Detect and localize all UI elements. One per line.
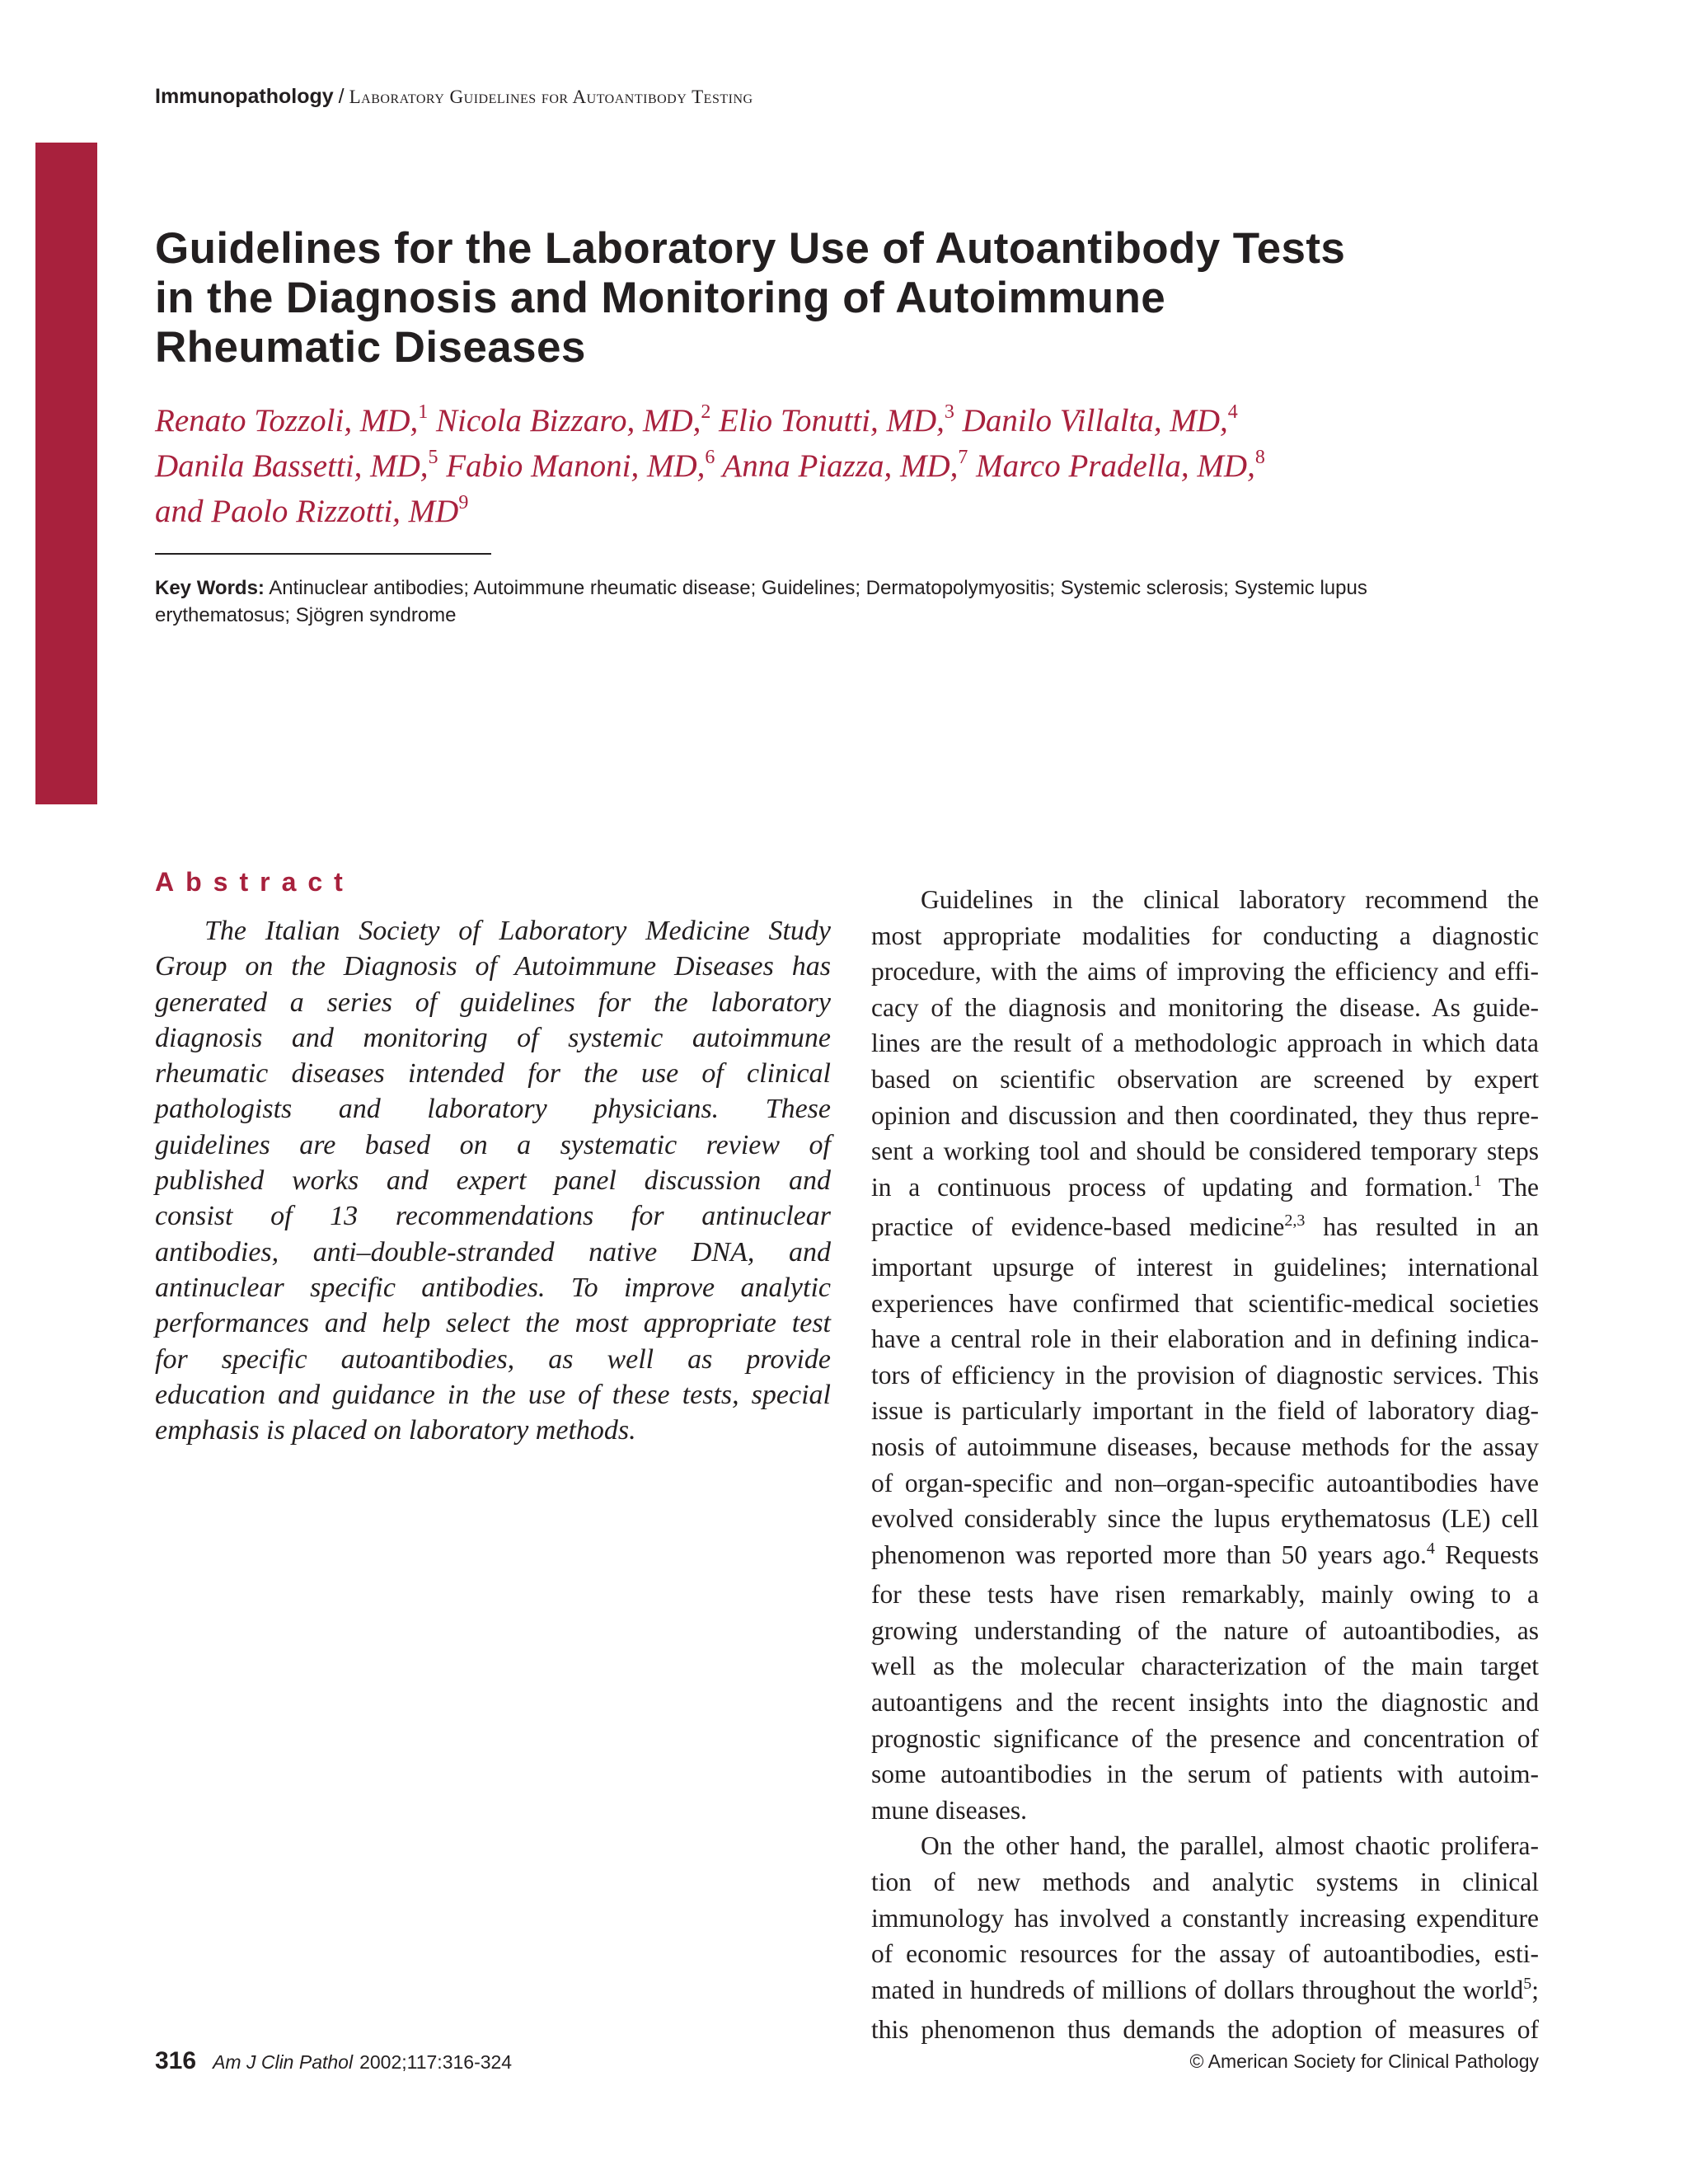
abstract-text [155,913,831,1448]
body-line: procedure, with the aims of improving the efficiency and effi- [871,957,1539,987]
abstract-line: diagnosis and monitoring of systemic autoimmune [155,1022,831,1053]
author-name: Marco Pradella, MD, [968,448,1255,484]
abstract-line: antinuclear specific antibodies. To improve analytic [155,1272,831,1303]
title-line: in the Diagnosis and Monitoring of Autoimmune [155,274,1166,322]
author-name: Danila Bassetti, MD, [155,448,429,484]
citation-info: 2002;117:316-324 [359,2051,513,2073]
author-name: Danilo Villalta, MD, [954,403,1228,438]
body-text-column [871,882,1539,2048]
body-line [871,1209,1539,1249]
keywords-text: Antinuclear antibodies; Autoimmune rheumatic disease; Guidelines; Dermatopolymyositis; Systemic sclerosis; Systemic lupus [264,577,1367,599]
running-head [155,85,753,109]
body-text: in a continuous process of updating and formation. [871,1172,1474,1202]
abstract-line: antibodies, anti–double-stranded native DNA, and [155,1236,831,1268]
body-line: On the other hand, the parallel, almost chaotic prolifera- [921,1831,1539,1861]
body-line: autoantigens and the recent insights into the diagnostic and [871,1688,1539,1718]
body-line: most appropriate modalities for conducting a diagnostic [871,921,1539,950]
body-text: Requests [1434,1540,1540,1569]
abstract-line: education and guidance in the use of these tests, special [155,1379,831,1410]
body-line: prognostic significance of the presence and concentration of [871,1723,1539,1753]
abstract-line: pathologists and laboratory physicians. These [155,1094,831,1125]
abstract-line: rheumatic diseases intended for the use of clinical [155,1058,831,1090]
body-line: nosis of autoimmune diseases, because methods for the assay [871,1432,1539,1461]
body-line: for these tests have risen remarkably, mainly owing to a [871,1580,1539,1610]
reference-mark: 4 [1426,1539,1435,1558]
running-head-separator: / [338,85,345,108]
body-text: ; [1531,1975,1539,2004]
body-line: issue is particularly important in the field of laboratory diag- [871,1396,1539,1426]
decorative-side-bar [35,143,97,804]
body-line: well as the molecular characterization of the main target [871,1652,1539,1681]
author-name: and Paolo Rizzotti, MD [155,494,459,529]
body-text: has resulted in an [1305,1212,1539,1242]
author-line [155,446,1556,491]
keywords [155,574,1556,629]
abstract-line: consist of 13 recommendations for antinuclear [155,1201,831,1232]
affiliation-mark: 6 [705,447,715,468]
body-text: mated in hundreds of millions of dollars throughout the world [871,1975,1524,2004]
affiliation-mark: 9 [458,492,469,513]
author-name: Elio Tonutti, MD, [710,403,945,438]
abstract-line: Group on the Diagnosis of Autoimmune Diseases has [155,951,831,982]
affiliation-mark: 3 [944,401,954,423]
body-line: experiences have confirmed that scientific-medical societies [871,1288,1539,1318]
keywords-line: erythematosus; Sjögren syndrome [155,604,457,626]
affiliation-mark: 8 [1254,447,1265,468]
body-line: opinion and discussion and then coordinated, they thus repre- [871,1100,1539,1130]
reference-mark: 2,3 [1284,1212,1306,1230]
body-line: this phenomenon thus demands the adoption of measures of [871,2015,1539,2045]
body-text: The [1481,1172,1539,1202]
abstract-line: for specific autoantibodies, as well as provide [155,1343,831,1375]
reference-mark: 1 [1473,1171,1482,1190]
abstract-line: emphasis is placed on laboratory methods. [155,1415,636,1446]
body-text: phenomenon was reported more than 50 years ago. [871,1540,1427,1569]
abstract-line: performances and help select the most appropriate test [155,1308,831,1339]
body-line [871,1169,1539,1210]
body-line: tion of new methods and analytic systems in clinical [871,1868,1539,1897]
body-line: mune diseases. [871,1795,1027,1825]
body-line: tors of efficiency in the provision of diagnostic services. This [871,1360,1539,1390]
article-title [155,224,1556,373]
body-text: practice of evidence-based medicine [871,1212,1285,1242]
footer-citation [155,2047,512,2075]
author-name: Nicola Bizzaro, MD, [428,403,701,438]
abstract-line: The Italian Society of Laboratory Medicine Study [204,916,831,946]
affiliation-mark: 2 [701,401,711,423]
body-line: have a central role in their elaboration and in defining indica- [871,1324,1539,1354]
affiliation-mark: 7 [958,447,968,468]
body-line: lines are the result of a methodologic approach in which data [871,1029,1539,1058]
affiliation-mark: 4 [1227,401,1238,423]
author-line [155,491,1556,537]
body-line: of economic resources for the assay of autoantibodies, esti- [871,1939,1539,1969]
abstract-line: published works and expert panel discussion and [155,1165,831,1197]
body-line: Guidelines in the clinical laboratory recommend the [921,885,1539,914]
author-line [155,401,1556,446]
body-line: immunology has involved a constantly increasing expenditure [871,1903,1539,1933]
journal-name: Am J Clin Pathol [213,2051,354,2073]
body-line: some autoantibodies in the serum of patients with autoim- [871,1760,1539,1789]
author-name: Fabio Manoni, MD, [438,448,706,484]
affiliation-mark: 5 [428,447,438,468]
affiliation-mark: 1 [418,401,429,423]
keywords-line [155,574,1556,602]
body-line: growing understanding of the nature of autoantibodies, as [871,1615,1539,1645]
body-line: cacy of the diagnosis and monitoring the disease. As guide- [871,992,1539,1022]
body-line: of organ-specific and non–organ-specific autoantibodies have [871,1468,1539,1497]
keywords-label: Key Words: [155,577,265,599]
body-line: important upsurge of interest in guidelines; international [871,1252,1539,1282]
author-name: Anna Piazza, MD, [715,448,959,484]
abstract-heading: Abstract [155,867,354,897]
body-line [871,1537,1539,1577]
page-number: 316 [155,2047,197,2074]
reference-mark: 5 [1523,1974,1532,1993]
abstract-line: guidelines are based on a systematic review of [155,1129,831,1160]
footer-copyright: © American Society for Clinical Pathology [1189,2050,1539,2072]
running-head-section: Immunopathology [155,85,334,108]
author-list [155,401,1556,537]
title-line: Guidelines for the Laboratory Use of Autoantibody Tests [155,224,1346,273]
body-line: based on scientific observation are screened by expert [871,1064,1539,1094]
title-divider [155,553,491,555]
running-head-topic: Laboratory Guidelines for Autoantibody Testing [349,87,753,107]
title-line: Rheumatic Diseases [155,323,586,372]
body-line [871,1972,1539,2013]
abstract-line: generated a series of guidelines for the laboratory [155,987,831,1018]
author-name: Renato Tozzoli, MD, [155,403,419,438]
body-line: sent a working tool and should be considered temporary steps [871,1137,1539,1166]
body-line: evolved considerably since the lupus erythematosus (LE) cell [871,1504,1539,1534]
